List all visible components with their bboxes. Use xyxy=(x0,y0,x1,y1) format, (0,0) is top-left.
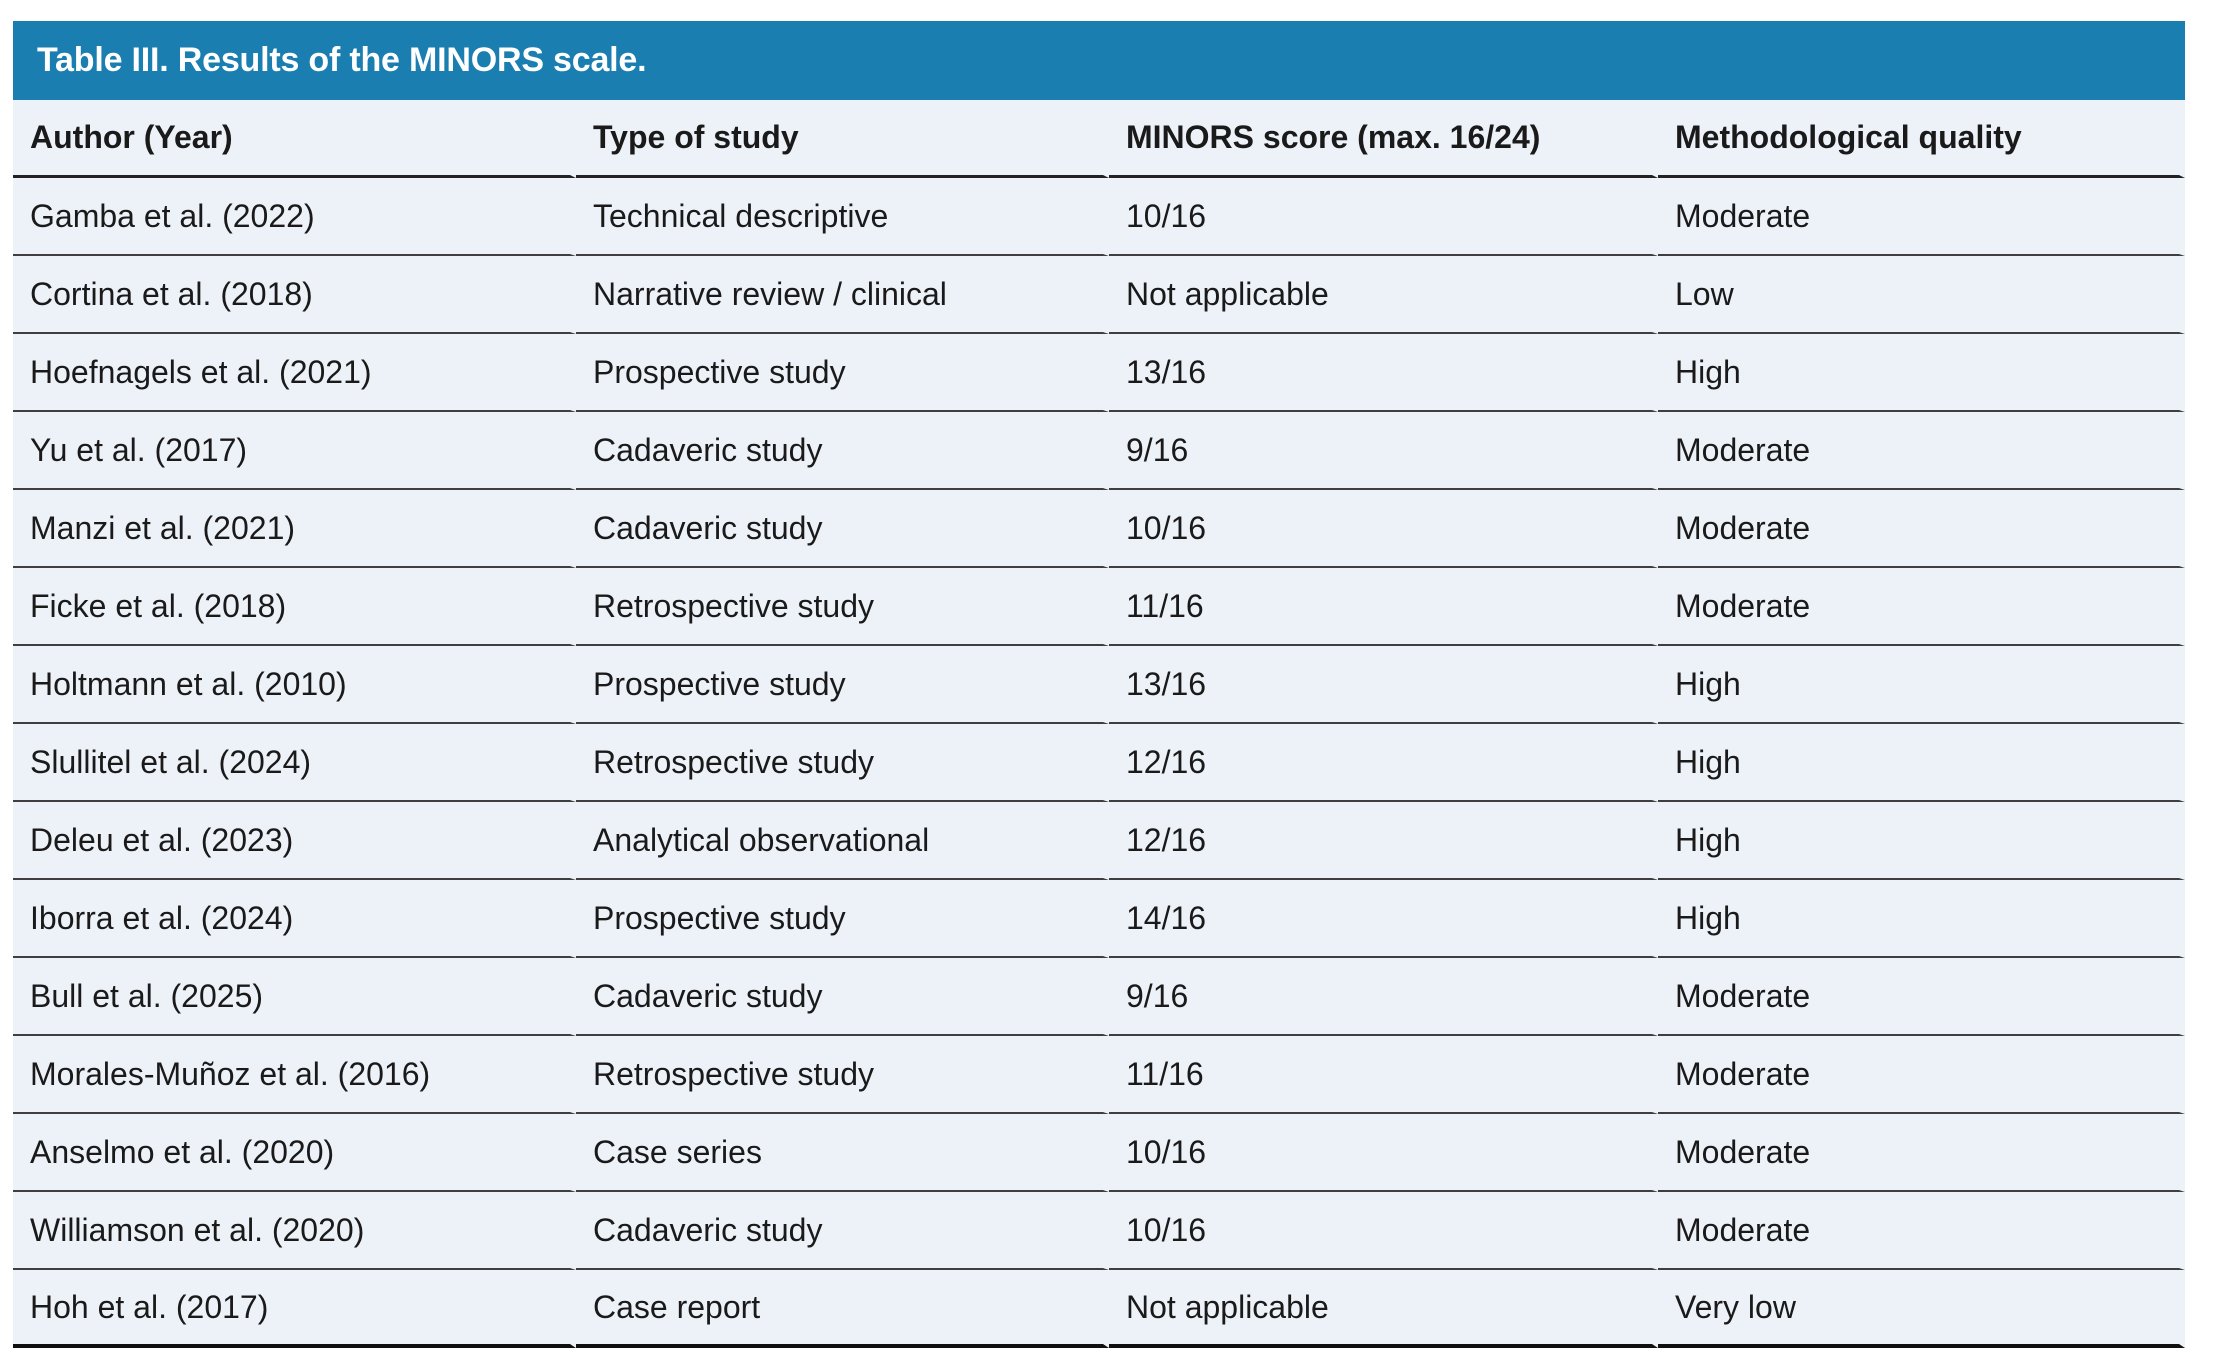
table-row xyxy=(13,1270,2185,1348)
table-row xyxy=(13,490,2185,568)
author-cell: Gamba et al. (2022) xyxy=(13,178,576,256)
quality-cell: Moderate xyxy=(1658,958,2185,1036)
author-cell: Manzi et al. (2021) xyxy=(13,490,576,568)
author-cell: Holtmann et al. (2010) xyxy=(13,646,576,724)
score-cell: 12/16 xyxy=(1109,802,1658,880)
study-type-cell: Cadaveric study xyxy=(576,958,1109,1036)
column-header-study-type: Type of study xyxy=(576,100,1109,178)
study-type-cell: Prospective study xyxy=(576,880,1109,958)
score-cell: Not applicable xyxy=(1109,256,1658,334)
author-cell: Yu et al. (2017) xyxy=(13,412,576,490)
author-cell: Hoh et al. (2017) xyxy=(13,1270,576,1348)
table-title: Table III. Results of the MINORS scale. xyxy=(37,41,647,79)
score-cell: 13/16 xyxy=(1109,646,1658,724)
score-cell: 9/16 xyxy=(1109,958,1658,1036)
table-row xyxy=(13,646,2185,724)
study-type-cell: Case series xyxy=(576,1114,1109,1192)
table-row xyxy=(13,1114,2185,1192)
study-type-cell: Retrospective study xyxy=(576,568,1109,646)
study-type-cell: Prospective study xyxy=(576,334,1109,412)
quality-cell: Moderate xyxy=(1658,178,2185,256)
score-cell: 13/16 xyxy=(1109,334,1658,412)
author-cell: Morales-Muñoz et al. (2016) xyxy=(13,1036,576,1114)
table-title-bar xyxy=(13,21,2185,100)
study-type-cell: Prospective study xyxy=(576,646,1109,724)
column-header-author: Author (Year) xyxy=(13,100,576,178)
table-row xyxy=(13,1192,2185,1270)
quality-cell: Moderate xyxy=(1658,1036,2185,1114)
quality-cell: Very low xyxy=(1658,1270,2185,1348)
table-row xyxy=(13,958,2185,1036)
table-row xyxy=(13,724,2185,802)
author-cell: Slullitel et al. (2024) xyxy=(13,724,576,802)
quality-cell: Moderate xyxy=(1658,1192,2185,1270)
study-type-cell: Analytical observational xyxy=(576,802,1109,880)
author-cell: Bull et al. (2025) xyxy=(13,958,576,1036)
score-cell: 11/16 xyxy=(1109,1036,1658,1114)
score-cell: 10/16 xyxy=(1109,178,1658,256)
quality-cell: High xyxy=(1658,646,2185,724)
score-cell: 11/16 xyxy=(1109,568,1658,646)
table-row xyxy=(13,334,2185,412)
header-row xyxy=(13,100,2185,178)
author-cell: Williamson et al. (2020) xyxy=(13,1192,576,1270)
quality-cell: High xyxy=(1658,802,2185,880)
study-type-cell: Narrative review / clinical xyxy=(576,256,1109,334)
study-type-cell: Cadaveric study xyxy=(576,1192,1109,1270)
study-type-cell: Cadaveric study xyxy=(576,490,1109,568)
quality-cell: High xyxy=(1658,724,2185,802)
author-cell: Deleu et al. (2023) xyxy=(13,802,576,880)
table-row xyxy=(13,1036,2185,1114)
author-cell: Iborra et al. (2024) xyxy=(13,880,576,958)
author-cell: Hoefnagels et al. (2021) xyxy=(13,334,576,412)
table-row xyxy=(13,256,2185,334)
table-row xyxy=(13,412,2185,490)
table-row xyxy=(13,802,2185,880)
results-table xyxy=(13,100,2185,1348)
column-header-minors-score: MINORS score (max. 16/24) xyxy=(1109,100,1658,178)
study-type-cell: Technical descriptive xyxy=(576,178,1109,256)
score-cell: 10/16 xyxy=(1109,1192,1658,1270)
score-cell: 10/16 xyxy=(1109,490,1658,568)
author-cell: Cortina et al. (2018) xyxy=(13,256,576,334)
study-type-cell: Retrospective study xyxy=(576,724,1109,802)
study-type-cell: Retrospective study xyxy=(576,1036,1109,1114)
author-cell: Ficke et al. (2018) xyxy=(13,568,576,646)
quality-cell: High xyxy=(1658,334,2185,412)
study-type-cell: Cadaveric study xyxy=(576,412,1109,490)
quality-cell: Moderate xyxy=(1658,1114,2185,1192)
quality-cell: Moderate xyxy=(1658,568,2185,646)
quality-cell: High xyxy=(1658,880,2185,958)
score-cell: Not applicable xyxy=(1109,1270,1658,1348)
quality-cell: Low xyxy=(1658,256,2185,334)
study-type-cell: Case report xyxy=(576,1270,1109,1348)
score-cell: 9/16 xyxy=(1109,412,1658,490)
author-cell: Anselmo et al. (2020) xyxy=(13,1114,576,1192)
score-cell: 10/16 xyxy=(1109,1114,1658,1192)
minors-results-table xyxy=(13,21,2185,1348)
column-header-quality: Methodological quality xyxy=(1658,100,2185,178)
quality-cell: Moderate xyxy=(1658,490,2185,568)
table-row xyxy=(13,568,2185,646)
table-row xyxy=(13,880,2185,958)
table-row xyxy=(13,178,2185,256)
score-cell: 14/16 xyxy=(1109,880,1658,958)
score-cell: 12/16 xyxy=(1109,724,1658,802)
quality-cell: Moderate xyxy=(1658,412,2185,490)
